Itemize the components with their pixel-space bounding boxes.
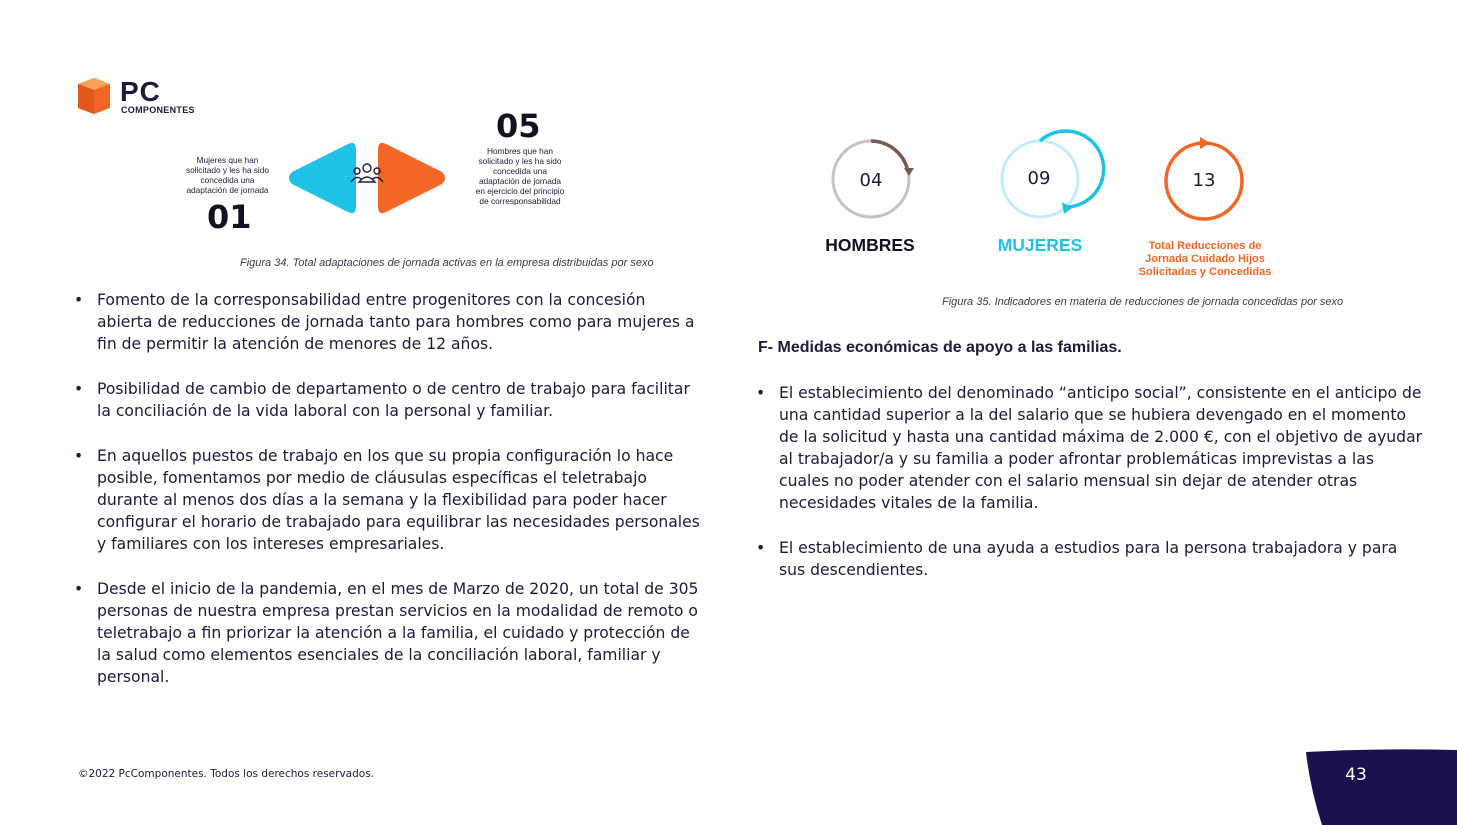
- list-item: • El establecimiento de una ayuda a estudios para la persona trabajadora y para sus descendientes.: [756, 537, 1426, 581]
- page-number-tab: [1300, 748, 1457, 825]
- men-adaptation-count: 05: [496, 107, 541, 145]
- women-arrow-shape: [289, 143, 356, 213]
- total-label: Total Reducciones de Jornada Cuidado Hijos Solicitadas y Concedidas: [1138, 240, 1272, 278]
- mujeres-value: 09: [1027, 168, 1051, 189]
- list-item: • Fomento de la corresponsabilidad entre progenitores con la concesión abierta de reducciones de jornada tanto para hombres como para mujeres a fin de permitir la atención de menores de 12 años.: [74, 289, 704, 355]
- list-item: • Desde el inicio de la pandemia, en el mes de Marzo de 2020, un total de 305 personas de nuestra empresa prestan servicios en la modalidad de remoto o teletrabajo a fin priorizar la atención a la familia, el cuidado y protección de la salud como elementos esenciales de la conciliación laboral, familiar y personal.: [74, 578, 704, 688]
- mujeres-label: MUJERES: [997, 235, 1083, 255]
- men-adaptation-description: Hombres que han solicitado y les ha sido concedida una adaptación de jornada en ejercicio del principio de corresponsabilidad: [475, 146, 565, 206]
- copyright-footer: ©2022 PcComponentes. Todos los derechos reservados.: [78, 768, 374, 780]
- logo-wordmark: PC: [120, 76, 161, 107]
- list-item: • En aquellos puestos de trabajo en los que su propia configuración lo hace posible, fomentamos por medio de cláusulas específicas el teletrabajo durante al menos dos días a la semana y la flexibilidad para poder hacer configurar el horario de trabajado para equilibrar las necesidades personales y familiares con los intereses empresariales.: [74, 445, 704, 555]
- women-adaptation-count: 01: [207, 198, 252, 236]
- list-item: • Posibilidad de cambio de departamento o de centro de trabajo para facilitar la conciliación de la vida laboral con la personal y familiar.: [74, 378, 704, 422]
- box-logo-icon: [78, 78, 110, 114]
- section-f-heading: F- Medidas económicas de apoyo a las familias.: [758, 339, 1122, 356]
- figure-34-caption: Figura 34. Total adaptaciones de jornada activas en la empresa distribuidas por sexo: [240, 257, 654, 269]
- figure-35-caption: Figura 35. Indicadores en materia de reducciones de jornada concedidas por sexo: [942, 296, 1344, 308]
- men-arrow-shape: [378, 143, 445, 213]
- page-number: 43: [1345, 765, 1367, 785]
- economic-measures-list: [756, 382, 1426, 604]
- hombres-label: HOMBRES: [825, 235, 915, 255]
- conciliation-measures-list: [74, 289, 704, 711]
- total-value: 13: [1192, 170, 1216, 191]
- women-adaptation-description: Mujeres que han solicitado y les ha sido concedida una adaptación de jornada: [185, 155, 269, 195]
- adaptation-arrows-graphic: [286, 140, 448, 216]
- hombres-value: 04: [859, 170, 883, 191]
- logo-subtext: COMPONENTES: [121, 105, 195, 115]
- list-item: • El establecimiento del denominado “anticipo social”, consistente en el anticipo de una cantidad superior a la del salario que se hubiera devengado en el momento de la solicitud y hasta una cantidad máxima de 2.000 €, con el objetivo de ayudar al trabajador/a y su familia a poder afrontar problemáticas imprevistas a las cuales no poder atender con el salario mensual sin dejar de atender otras necesidades vitales de la familia.: [756, 382, 1426, 514]
